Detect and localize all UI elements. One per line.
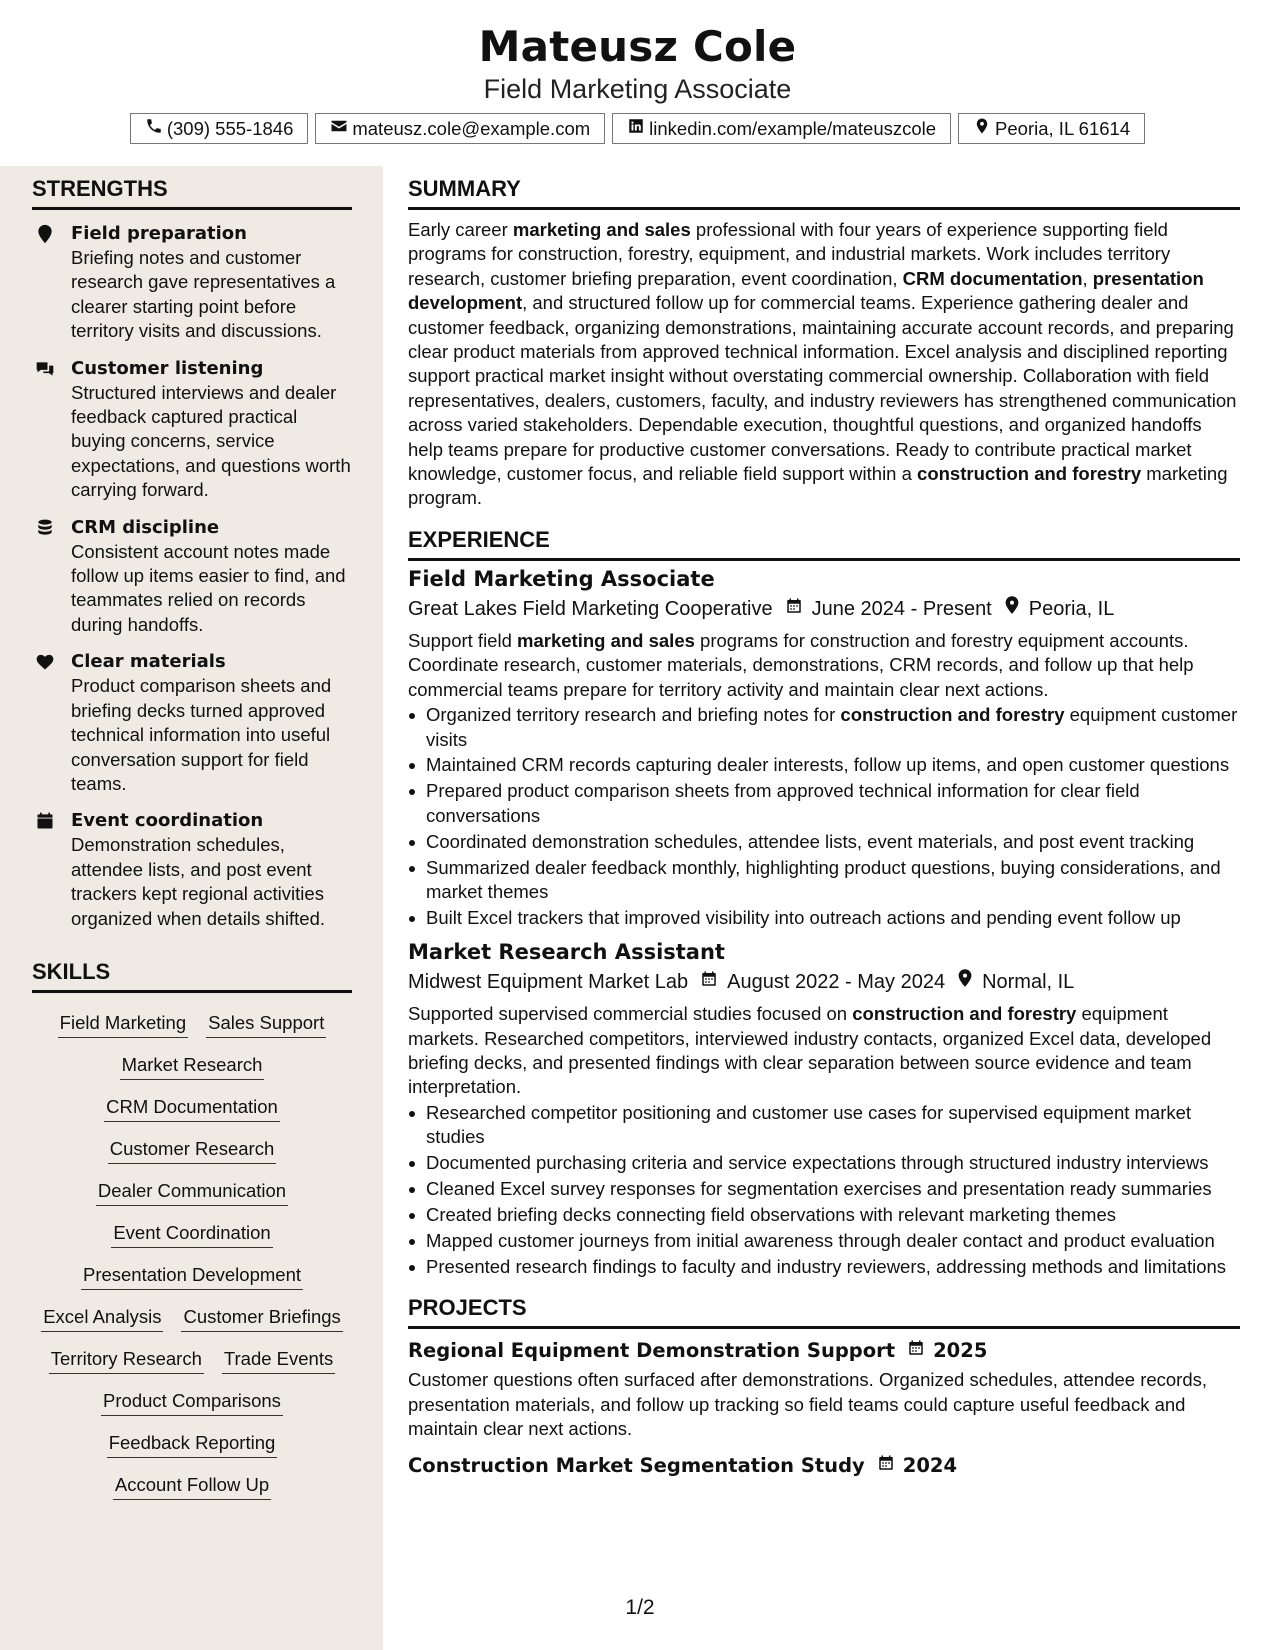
strengths-section <box>32 176 352 1500</box>
skills-heading: SKILLS <box>32 959 352 993</box>
skill-tag: Excel Analysis <box>41 1305 163 1332</box>
contact-linkedin[interactable] <box>612 113 951 144</box>
bullet-item: Prepared product comparison sheets from approved technical information for clear field conversations <box>408 779 1240 828</box>
project-header <box>408 1452 1240 1480</box>
strength-desc: Briefing notes and customer research gave representatives a clearer starting point before territory visits and discussions. <box>71 247 336 342</box>
bullet-item: Coordinated demonstration schedules, attendee lists, event materials, and post event tracking <box>408 830 1240 854</box>
job-entry <box>408 938 1240 1279</box>
strength-desc: Consistent account notes made follow up items easier to find, and teammates relied on records during handoffs. <box>71 540 346 635</box>
strength-desc: Demonstration schedules, attendee lists, and post event trackers kept regional activities organized when details shifted. <box>71 834 326 929</box>
summary-text: Early career marketing and sales professional with four years of experience supporting field programs for construction, forestry, equipment, and industrial markets. Work includes territory research, customer briefing preparation, event coordination, CRM documentation, presentation development, and structured follow up for commercial teams. Experience gathering dealer and customer feedback, organizing demonstrations, maintaining accurate account records, and preparing clear product materials from approved technical information. Excel analysis and disciplined reporting support practical market insight without overstating commercial ownership. Collaboration with field representatives, dealers, customers, faculty, and industry reviewers has strengthened communication across varied stakeholders. Dependable execution, thoughtful questions, and organized handoffs help teams prepare for productive customer conversations. Ready to contribute practical market knowledge, customer focus, and reliable field support within a construction and forestry marketing program. <box>408 219 1237 509</box>
skill-tag: Feedback Reporting <box>107 1431 278 1458</box>
calendar-icon <box>895 1337 933 1365</box>
project-entry <box>408 1337 1240 1441</box>
skill-tag: CRM Documentation <box>104 1095 280 1122</box>
job-title: Field Marketing Associate <box>408 566 715 591</box>
bullet-item: Maintained CRM records capturing dealer interests, follow up items, and open customer questions <box>408 753 1240 777</box>
experience-heading: EXPERIENCE <box>408 527 1240 561</box>
map-pin-icon <box>945 967 982 997</box>
candidate-name: Mateusz Cole <box>478 22 797 71</box>
envelope-icon <box>330 117 352 140</box>
strengths-heading: STRENGTHS <box>32 176 352 210</box>
skill-tag: Event Coordination <box>111 1221 272 1248</box>
strength-title: CRM discipline <box>71 516 220 538</box>
database-icon <box>35 518 55 538</box>
contact-phone[interactable] <box>130 113 309 144</box>
skill-tag: Sales Support <box>206 1011 326 1038</box>
company-name: Great Lakes Field Marketing Cooperative <box>408 597 773 620</box>
chat-bubbles-icon <box>35 359 55 379</box>
project-year: 2025 <box>933 1339 988 1363</box>
strength-item <box>32 516 352 638</box>
experience-section <box>408 527 1240 1279</box>
map-pin-icon <box>35 224 55 244</box>
job-meta <box>408 594 1240 624</box>
project-header <box>408 1337 1240 1365</box>
strength-title: Clear materials <box>71 651 226 673</box>
resume-header <box>0 0 1275 166</box>
bullet-item: Created briefing decks connecting field observations with relevant marketing themes <box>408 1203 1240 1227</box>
calendar-icon <box>35 811 55 831</box>
job-location: Normal, IL <box>982 971 1075 994</box>
skill-tag: Trade Events <box>222 1347 335 1374</box>
job-bullets <box>408 1101 1240 1279</box>
strength-item <box>32 809 352 931</box>
skill-tag: Presentation Development <box>81 1263 303 1290</box>
strength-desc: Product comparison sheets and briefing decks turned approved technical information into useful conversation support for field teams. <box>71 675 332 794</box>
skill-tag: Territory Research <box>49 1347 204 1374</box>
strength-desc: Structured interviews and dealer feedback captured practical buying concerns, service expectations, and questions worth carrying forward. <box>71 381 351 501</box>
projects-heading: PROJECTS <box>408 1295 1240 1329</box>
projects-section <box>408 1295 1240 1480</box>
bullet-item: Presented research findings to faculty and industry reviewers, addressing methods and limitations <box>408 1255 1240 1279</box>
job-description: Support field marketing and sales programs for construction and forestry equipment accounts. Coordinate research, customer materials, demonstrations, CRM records, and follow up that help commercial teams prepare for territory activity and maintain clear next actions. <box>408 629 1194 700</box>
strength-title: Customer listening <box>71 357 264 379</box>
map-pin-icon <box>992 594 1029 624</box>
strength-item <box>32 650 352 796</box>
candidate-title: Field Marketing Associate <box>483 74 792 104</box>
strength-title: Event coordination <box>71 810 264 832</box>
project-entry <box>408 1452 1240 1480</box>
job-dates: June 2024 - Present <box>811 597 992 620</box>
job-title: Market Research Assistant <box>408 940 725 965</box>
calendar-icon <box>773 594 812 624</box>
summary-heading: SUMMARY <box>408 176 1240 210</box>
strength-item <box>32 357 352 503</box>
project-year: 2024 <box>902 1454 958 1478</box>
phone-text: (309) 555-1846 <box>166 117 294 139</box>
skill-tag: Field Marketing <box>58 1011 188 1038</box>
contact-location <box>958 113 1145 144</box>
skill-tag: Market Research <box>120 1053 265 1080</box>
skill-tag: Account Follow Up <box>113 1473 271 1500</box>
job-entry <box>408 565 1240 930</box>
linkedin-icon <box>627 117 649 140</box>
project-title: Regional Equipment Demonstration Support <box>408 1339 896 1363</box>
strength-title: Field preparation <box>71 223 247 244</box>
bullet-item: Researched competitor positioning and customer use cases for supervised equipment market studies <box>408 1101 1240 1150</box>
calendar-icon <box>688 967 727 997</box>
main-content <box>408 166 1240 1480</box>
project-title: Construction Market Segmentation Study <box>408 1454 865 1478</box>
heart-icon <box>35 652 55 672</box>
job-description: Supported supervised commercial studies focused on construction and forestry equipment markets. Researched competitors, interviewed industry contacts, organized Excel data, developed briefing decks, and presented findings with clear separation between source evidence and team interpretation. <box>408 1003 1212 1098</box>
linkedin-text: linkedin.com/example/mateuszcole <box>649 117 937 139</box>
bullet-item: Cleaned Excel survey responses for segmentation exercises and presentation ready summaries <box>408 1177 1240 1201</box>
job-dates: August 2022 - May 2024 <box>727 971 946 994</box>
contact-email[interactable] <box>315 113 605 144</box>
bullet-item: Documented purchasing criteria and service expectations through structured industry interviews <box>408 1151 1240 1175</box>
location-text: Peoria, IL 61614 <box>995 117 1131 139</box>
calendar-icon <box>865 1452 903 1480</box>
bullet-item: Mapped customer journeys from initial awareness through dealer contact and product evaluation <box>408 1229 1240 1253</box>
skill-tag: Customer Briefings <box>181 1305 342 1332</box>
page-number: 1/2 <box>625 1596 655 1619</box>
map-pin-icon <box>973 117 995 140</box>
contact-bar <box>0 113 1275 144</box>
summary-section <box>408 176 1240 511</box>
skill-tag: Dealer Communication <box>96 1179 288 1206</box>
strength-item <box>32 222 352 344</box>
project-description: Customer questions often surfaced after demonstrations. Organized schedules, attendee records, presentation materials, and follow up tracking so field teams could capture useful feedback and maintain clear next actions. <box>408 1369 1208 1440</box>
job-location: Peoria, IL <box>1028 597 1115 620</box>
bullet-item: Built Excel trackers that improved visibility into outreach actions and pending event follow up <box>408 906 1240 930</box>
company-name: Midwest Equipment Market Lab <box>408 971 689 994</box>
phone-icon <box>145 117 167 140</box>
skill-tag: Product Comparisons <box>101 1389 283 1416</box>
job-meta <box>408 967 1240 997</box>
skill-tag: Customer Research <box>108 1137 277 1164</box>
sidebar <box>0 166 383 1650</box>
skills-list <box>32 1011 352 1500</box>
bullet-item: Organized territory research and briefing notes for construction and forestry equipment customer visits <box>408 703 1240 752</box>
bullet-item: Summarized dealer feedback monthly, highlighting product questions, buying considerations, and market themes <box>408 856 1240 905</box>
job-bullets <box>408 703 1240 930</box>
email-text: mateusz.cole@example.com <box>352 117 591 139</box>
